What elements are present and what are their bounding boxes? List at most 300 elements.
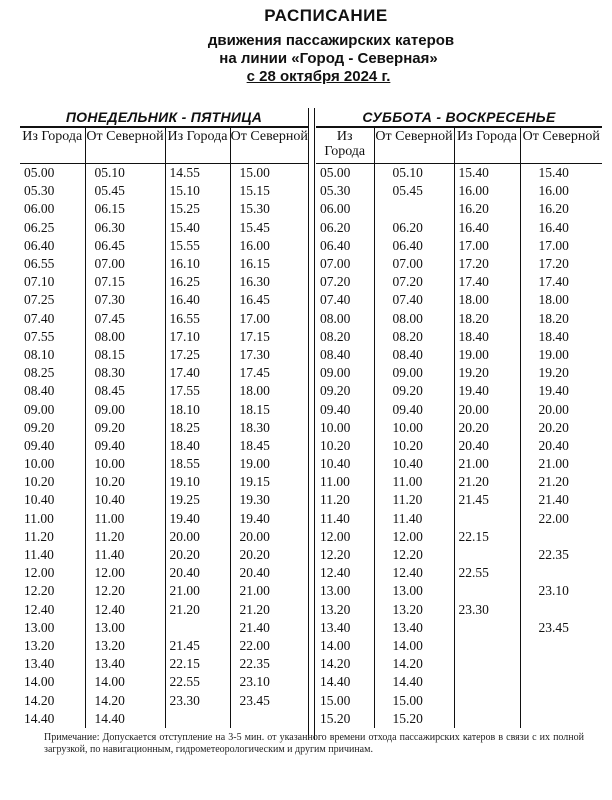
- time-cell: 22.55: [454, 564, 520, 582]
- time-cell: 16.00: [520, 182, 602, 200]
- time-cell: 15.55: [165, 237, 230, 255]
- time-cell: 06.00: [24, 201, 55, 217]
- time-cell: 17.40: [165, 364, 230, 382]
- time-cell: 16.10: [165, 255, 230, 273]
- time-cell: 11.00: [24, 510, 54, 526]
- time-cell: 13.20: [374, 601, 454, 619]
- time-cell: 19.00: [230, 455, 308, 473]
- table-row: [20, 601, 308, 619]
- time-cell: 21.40: [230, 619, 308, 637]
- time-cell: 21.00: [454, 455, 520, 473]
- time-cell: 16.45: [230, 291, 308, 309]
- time-cell: 23.30: [165, 691, 230, 709]
- col-header-from-city: Из Города: [165, 127, 230, 164]
- time-cell: 13.40: [320, 619, 351, 635]
- time-cell: 14.00: [85, 673, 165, 691]
- time-cell: 09.40: [85, 437, 165, 455]
- time-cell: 07.55: [24, 328, 55, 344]
- time-cell: 14.00: [320, 637, 351, 653]
- time-cell: 11.40: [374, 510, 454, 528]
- table-row: [316, 382, 602, 400]
- col-header-from-north: От Северной: [85, 127, 165, 164]
- table-row: [316, 673, 602, 691]
- table-divider: [308, 108, 315, 740]
- time-cell: 10.20: [320, 437, 351, 453]
- time-cell: 17.20: [454, 255, 520, 273]
- time-cell: 19.20: [520, 364, 602, 382]
- time-cell: 18.20: [520, 310, 602, 328]
- time-cell: 12.20: [24, 583, 55, 599]
- table-row: [20, 673, 308, 691]
- time-cell: 17.15: [230, 328, 308, 346]
- time-cell: 15.00: [320, 692, 351, 708]
- time-cell: 07.15: [85, 273, 165, 291]
- time-cell: 10.40: [374, 455, 454, 473]
- weekday-schedule-table: [20, 108, 308, 728]
- time-cell: 19.40: [520, 382, 602, 400]
- table-row: [20, 637, 308, 655]
- time-cell: 09.40: [24, 437, 55, 453]
- time-cell: 15.15: [230, 182, 308, 200]
- time-cell: 08.30: [85, 364, 165, 382]
- time-cell: 07.20: [374, 273, 454, 291]
- time-cell: 11.40: [24, 547, 54, 563]
- time-cell: 21.20: [520, 473, 602, 491]
- table-row: [316, 310, 602, 328]
- time-cell: 17.00: [230, 310, 308, 328]
- time-cell: [454, 546, 520, 564]
- table-row: [20, 710, 308, 728]
- table-row: [316, 219, 602, 237]
- table-row: [20, 691, 308, 709]
- time-cell: 09.40: [374, 400, 454, 418]
- time-cell: 15.20: [320, 710, 351, 726]
- time-cell: 22.55: [165, 673, 230, 691]
- time-cell: 05.45: [374, 182, 454, 200]
- time-cell: 05.00: [320, 165, 351, 181]
- col-header-from-north: От Северной: [230, 127, 308, 164]
- time-cell: 11.20: [320, 492, 350, 508]
- time-cell: 10.00: [374, 419, 454, 437]
- time-cell: 10.40: [24, 492, 55, 508]
- time-cell: 19.15: [230, 473, 308, 491]
- time-cell: 07.40: [320, 292, 351, 308]
- time-cell: 20.40: [165, 564, 230, 582]
- time-cell: 11.20: [85, 528, 165, 546]
- table-row: [20, 437, 308, 455]
- table-row: [316, 510, 602, 528]
- time-cell: 20.40: [520, 437, 602, 455]
- table-row: [20, 510, 308, 528]
- time-cell: 23.45: [230, 691, 308, 709]
- time-cell: 22.35: [520, 546, 602, 564]
- time-cell: 13.20: [320, 601, 351, 617]
- table-row: [316, 237, 602, 255]
- time-cell: 21.45: [454, 491, 520, 509]
- time-cell: [520, 673, 602, 691]
- time-cell: 05.30: [320, 183, 351, 199]
- time-cell: 19.10: [165, 473, 230, 491]
- time-cell: 21.20: [165, 601, 230, 619]
- time-cell: 07.00: [320, 256, 351, 272]
- table-row: [316, 273, 602, 291]
- table-row: [316, 582, 602, 600]
- time-cell: 17.20: [520, 255, 602, 273]
- table-row: [316, 364, 602, 382]
- col-header-from-north: От Северной: [374, 127, 454, 164]
- time-cell: 22.35: [230, 655, 308, 673]
- time-cell: 18.40: [520, 328, 602, 346]
- time-cell: 18.00: [454, 291, 520, 309]
- time-cell: 19.00: [454, 346, 520, 364]
- time-cell: 16.55: [165, 310, 230, 328]
- table-row: [316, 710, 602, 728]
- time-cell: 23.30: [454, 601, 520, 619]
- time-cell: 13.40: [374, 619, 454, 637]
- time-cell: 13.20: [24, 637, 55, 653]
- time-cell: [454, 619, 520, 637]
- time-cell: 05.00: [24, 165, 55, 181]
- time-cell: 09.20: [24, 419, 55, 435]
- table-row: [316, 255, 602, 273]
- time-cell: 19.00: [520, 346, 602, 364]
- time-cell: [520, 655, 602, 673]
- time-cell: 22.00: [520, 510, 602, 528]
- time-cell: 22.15: [454, 528, 520, 546]
- time-cell: 16.00: [230, 237, 308, 255]
- table-row: [20, 473, 308, 491]
- table-row: [316, 655, 602, 673]
- time-cell: [374, 200, 454, 218]
- table-row: [316, 182, 602, 200]
- time-cell: 06.15: [85, 200, 165, 218]
- subtitle-line-2: на линии «Город - Северная»: [219, 50, 438, 67]
- time-cell: 16.00: [454, 182, 520, 200]
- time-cell: 07.40: [374, 291, 454, 309]
- table-row: [20, 219, 308, 237]
- time-cell: 14.20: [85, 691, 165, 709]
- time-cell: 07.10: [24, 274, 55, 290]
- time-cell: 22.00: [230, 637, 308, 655]
- table-row: [20, 237, 308, 255]
- time-cell: 17.25: [165, 346, 230, 364]
- time-cell: 06.40: [320, 237, 351, 253]
- time-cell: 21.45: [165, 637, 230, 655]
- table-row: [20, 655, 308, 673]
- time-cell: 17.10: [165, 328, 230, 346]
- time-cell: 18.15: [230, 400, 308, 418]
- subtitle-line-1: движения пассажирских катеров: [207, 32, 455, 49]
- time-cell: 12.40: [24, 601, 55, 617]
- time-cell: 12.00: [374, 528, 454, 546]
- time-cell: 10.40: [320, 456, 351, 472]
- time-cell: 21.40: [520, 491, 602, 509]
- time-cell: 06.30: [85, 219, 165, 237]
- time-cell: 07.25: [24, 292, 55, 308]
- time-cell: 15.00: [374, 691, 454, 709]
- time-cell: 18.10: [165, 400, 230, 418]
- table-row: [20, 564, 308, 582]
- time-cell: 09.40: [320, 401, 351, 417]
- time-cell: 07.45: [85, 310, 165, 328]
- time-cell: 11.20: [24, 528, 54, 544]
- time-cell: 10.00: [24, 456, 55, 472]
- time-cell: 08.40: [374, 346, 454, 364]
- time-cell: 09.20: [85, 419, 165, 437]
- time-cell: 12.00: [320, 528, 351, 544]
- time-cell: 08.45: [85, 382, 165, 400]
- time-cell: 08.15: [85, 346, 165, 364]
- table-row: [316, 564, 602, 582]
- table-row: [316, 455, 602, 473]
- time-cell: 09.00: [24, 401, 55, 417]
- time-cell: 12.20: [320, 547, 351, 563]
- time-cell: 18.00: [230, 382, 308, 400]
- time-cell: 14.00: [374, 637, 454, 655]
- time-cell: [520, 691, 602, 709]
- time-cell: 11.00: [374, 473, 454, 491]
- time-cell: 13.40: [24, 656, 55, 672]
- table-row: [20, 273, 308, 291]
- time-cell: [165, 619, 230, 637]
- time-cell: 18.40: [454, 328, 520, 346]
- time-cell: 12.20: [374, 546, 454, 564]
- time-cell: 09.20: [374, 382, 454, 400]
- time-cell: 06.25: [24, 219, 55, 235]
- table-row: [20, 382, 308, 400]
- table-row: [316, 400, 602, 418]
- time-cell: 20.40: [454, 437, 520, 455]
- time-cell: 18.00: [520, 291, 602, 309]
- time-cell: 17.40: [454, 273, 520, 291]
- time-cell: 08.40: [24, 383, 55, 399]
- time-cell: 16.40: [454, 219, 520, 237]
- time-cell: 13.00: [374, 582, 454, 600]
- time-cell: 08.25: [24, 365, 55, 381]
- time-cell: 12.00: [85, 564, 165, 582]
- time-cell: 20.00: [520, 400, 602, 418]
- time-cell: 10.20: [374, 437, 454, 455]
- time-cell: 21.00: [230, 582, 308, 600]
- table-row: [316, 619, 602, 637]
- table-row: [20, 255, 308, 273]
- time-cell: 07.00: [85, 255, 165, 273]
- time-cell: 20.20: [165, 546, 230, 564]
- table-row: [20, 310, 308, 328]
- weekday-title: ПОНЕДЕЛЬНИК - ПЯТНИЦА: [20, 108, 308, 127]
- time-cell: [454, 582, 520, 600]
- time-cell: [520, 637, 602, 655]
- time-cell: [454, 691, 520, 709]
- time-cell: 11.00: [320, 474, 350, 490]
- time-cell: 09.00: [374, 364, 454, 382]
- time-cell: 23.10: [230, 673, 308, 691]
- time-cell: 10.00: [320, 419, 351, 435]
- time-cell: 11.00: [85, 510, 165, 528]
- time-cell: 05.30: [24, 183, 55, 199]
- time-cell: 10.00: [85, 455, 165, 473]
- time-cell: 15.20: [374, 710, 454, 728]
- weekend-rows: [316, 164, 602, 728]
- time-cell: 20.20: [454, 419, 520, 437]
- table-row: [316, 637, 602, 655]
- time-cell: 12.40: [320, 565, 351, 581]
- time-cell: 07.20: [320, 274, 351, 290]
- time-cell: 08.10: [24, 346, 55, 362]
- time-cell: 15.25: [165, 200, 230, 218]
- time-cell: 09.00: [85, 400, 165, 418]
- col-header-from-north: От Северной: [520, 127, 602, 164]
- table-row: [316, 546, 602, 564]
- time-cell: [454, 673, 520, 691]
- time-cell: 16.20: [454, 200, 520, 218]
- time-cell: 13.00: [24, 619, 55, 635]
- time-cell: 14.40: [85, 710, 165, 728]
- time-cell: 08.00: [85, 328, 165, 346]
- table-row: [20, 528, 308, 546]
- weekend-title: СУББОТА - ВОСКРЕСЕНЬЕ: [316, 108, 602, 127]
- page-title: РАСПИСАНИЕ: [264, 6, 388, 25]
- time-cell: [165, 710, 230, 728]
- time-cell: 20.00: [230, 528, 308, 546]
- time-cell: 14.40: [320, 674, 351, 690]
- time-cell: 08.20: [374, 328, 454, 346]
- time-cell: 14.20: [24, 692, 55, 708]
- time-cell: 23.45: [520, 619, 602, 637]
- time-cell: 20.00: [165, 528, 230, 546]
- time-cell: 18.20: [454, 310, 520, 328]
- table-row: [316, 328, 602, 346]
- table-row: [20, 328, 308, 346]
- weekday-rows: [20, 164, 308, 728]
- time-cell: [520, 601, 602, 619]
- table-row: [20, 200, 308, 218]
- time-cell: 13.00: [320, 583, 351, 599]
- table-row: [316, 491, 602, 509]
- time-cell: 15.40: [165, 219, 230, 237]
- time-cell: [230, 710, 308, 728]
- time-cell: 06.40: [374, 237, 454, 255]
- table-row: [20, 164, 308, 183]
- time-cell: 11.20: [374, 491, 454, 509]
- time-cell: 16.40: [165, 291, 230, 309]
- time-cell: 13.00: [85, 619, 165, 637]
- table-row: [20, 619, 308, 637]
- table-row: [20, 182, 308, 200]
- time-cell: 17.00: [454, 237, 520, 255]
- time-cell: 14.20: [320, 656, 351, 672]
- time-cell: 11.40: [320, 510, 350, 526]
- time-cell: 17.45: [230, 364, 308, 382]
- time-cell: 13.40: [85, 655, 165, 673]
- time-cell: 19.30: [230, 491, 308, 509]
- time-cell: 19.20: [454, 364, 520, 382]
- time-cell: 06.20: [374, 219, 454, 237]
- time-cell: [520, 564, 602, 582]
- time-cell: 15.10: [165, 182, 230, 200]
- time-cell: [520, 710, 602, 728]
- time-cell: 20.00: [454, 400, 520, 418]
- schedule-header: [0, 6, 612, 85]
- time-cell: 07.40: [24, 310, 55, 326]
- table-row: [316, 419, 602, 437]
- time-cell: 13.20: [85, 637, 165, 655]
- time-cell: 17.40: [520, 273, 602, 291]
- time-cell: [520, 528, 602, 546]
- time-cell: 17.55: [165, 382, 230, 400]
- table-row: [20, 419, 308, 437]
- time-cell: 18.40: [165, 437, 230, 455]
- time-cell: 18.55: [165, 455, 230, 473]
- time-cell: 20.20: [520, 419, 602, 437]
- time-cell: 15.30: [230, 200, 308, 218]
- time-cell: 06.20: [320, 219, 351, 235]
- time-cell: 21.20: [454, 473, 520, 491]
- time-cell: 23.10: [520, 582, 602, 600]
- time-cell: 06.00: [320, 201, 351, 217]
- table-row: [316, 164, 602, 183]
- time-cell: 20.40: [230, 564, 308, 582]
- time-cell: 11.40: [85, 546, 165, 564]
- time-cell: 10.40: [85, 491, 165, 509]
- table-row: [20, 546, 308, 564]
- time-cell: 07.00: [374, 255, 454, 273]
- time-cell: 21.20: [230, 601, 308, 619]
- time-cell: [454, 637, 520, 655]
- time-cell: 09.20: [320, 383, 351, 399]
- time-cell: 19.40: [454, 382, 520, 400]
- time-cell: 14.20: [374, 655, 454, 673]
- time-cell: 16.25: [165, 273, 230, 291]
- time-cell: 20.20: [230, 546, 308, 564]
- time-cell: 18.45: [230, 437, 308, 455]
- table-row: [20, 582, 308, 600]
- table-row: [20, 455, 308, 473]
- time-cell: 12.40: [85, 601, 165, 619]
- table-row: [20, 346, 308, 364]
- time-cell: 05.10: [85, 164, 165, 183]
- table-row: [316, 528, 602, 546]
- time-cell: 07.30: [85, 291, 165, 309]
- time-cell: 15.40: [454, 164, 520, 183]
- table-row: [20, 364, 308, 382]
- time-cell: 17.00: [520, 237, 602, 255]
- time-cell: 16.20: [520, 200, 602, 218]
- time-cell: 19.40: [230, 510, 308, 528]
- time-cell: 09.00: [320, 365, 351, 381]
- time-cell: 08.00: [374, 310, 454, 328]
- time-cell: 16.40: [520, 219, 602, 237]
- time-cell: [454, 710, 520, 728]
- table-row: [316, 200, 602, 218]
- time-cell: 21.00: [520, 455, 602, 473]
- time-cell: 06.40: [24, 237, 55, 253]
- time-cell: 06.45: [85, 237, 165, 255]
- time-cell: 08.20: [320, 328, 351, 344]
- time-cell: 14.55: [165, 164, 230, 183]
- time-cell: 05.45: [85, 182, 165, 200]
- time-cell: 17.30: [230, 346, 308, 364]
- schedule-note: Примечание: Допускается отступление на 3-5 мин. от указанного времени отхода пассажирских катеров в связи с их полной загрузкой, по навигационным, гидрометеорологическим и другим причинам.: [44, 732, 584, 755]
- table-row: [20, 400, 308, 418]
- time-cell: 12.20: [85, 582, 165, 600]
- time-cell: 05.10: [374, 164, 454, 183]
- time-cell: 21.00: [165, 582, 230, 600]
- table-row: [20, 491, 308, 509]
- effective-date: с 28 октября 2024 г.: [246, 68, 391, 85]
- time-cell: 06.55: [24, 256, 55, 272]
- time-cell: 10.20: [24, 474, 55, 490]
